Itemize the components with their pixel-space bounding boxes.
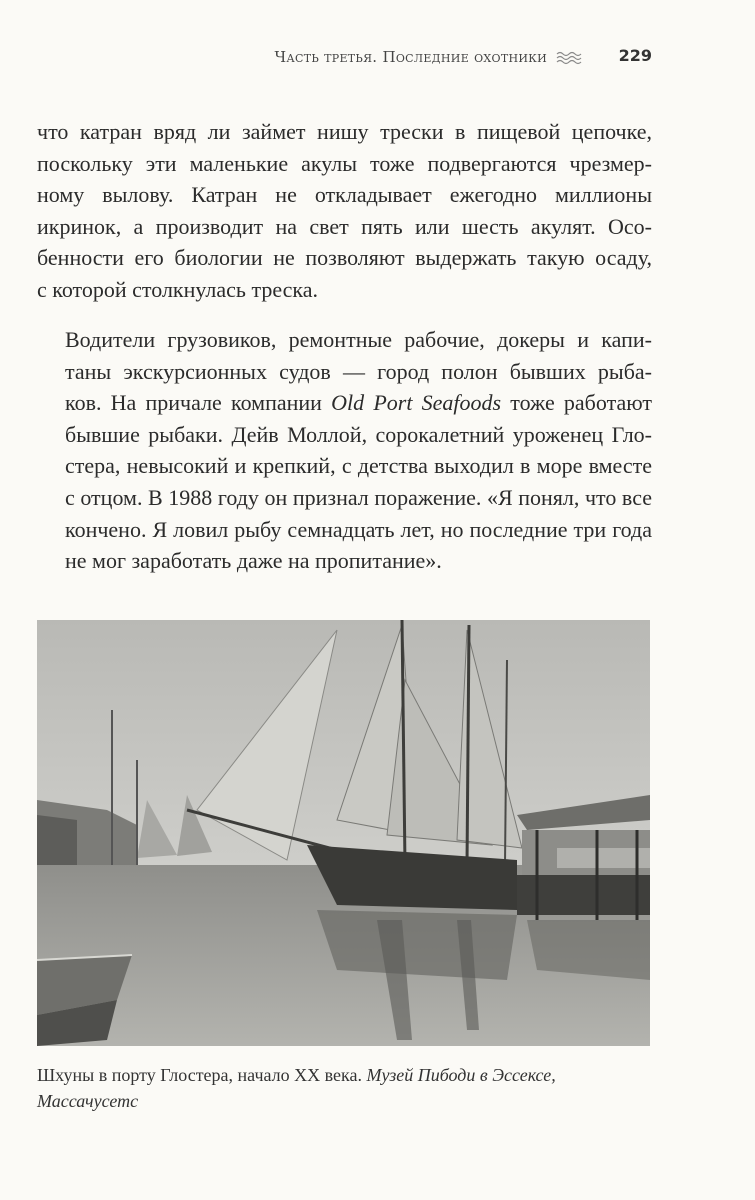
caption-credit: Музей Пибоди в Эссексе, Массачусетс — [37, 1065, 556, 1111]
paragraph-2 — [37, 324, 652, 577]
page-header — [0, 48, 755, 72]
page-number: 229 — [618, 46, 652, 65]
schooner-photo — [37, 620, 650, 1046]
paragraph-1 — [37, 116, 652, 306]
text-line: Водители грузовиков, ремонтные рабочие, докеры и капи- — [65, 327, 652, 352]
text-line: с которой столкнулась треска. — [37, 276, 319, 302]
text-line: икринок, а производит на свет пять или шесть акулят. Осо- — [37, 213, 652, 239]
text-line: таны экскурсионных судов — город полон бывших рыба- — [65, 358, 652, 384]
text-segment: тоже работают — [501, 390, 652, 416]
company-name: Old Port Seafoods — [331, 390, 502, 416]
text-line: ному вылову. Катран не откладывает ежегодно миллионы — [37, 182, 652, 208]
running-title: Часть третья. Последние охотники — [274, 48, 547, 66]
text-line: что катран вряд ли займет нишу трески в пищевой цепочке, — [37, 119, 652, 144]
text-line: кончено. Я ловил рыбу семнадцать лет, но последние три года — [65, 516, 652, 542]
text-line: бывшие рыбаки. Дейв Моллой, сорокалетний уроженец Гло- — [65, 421, 652, 447]
text-segment: ков. На причале компании — [65, 390, 332, 416]
text-line: бенности его биологии не позволяют выдержать такую осаду, — [37, 245, 652, 271]
caption-text: Шхуны в порту Глостера, начало XX века. — [37, 1065, 367, 1085]
schooner-illustration — [37, 620, 650, 1046]
photo-caption — [37, 1062, 657, 1114]
text-line: поскольку эти маленькие акулы тоже подвергаются чрезмер- — [37, 150, 652, 176]
text-line: стера, невысокий и крепкий, с детства выходил в море вместе — [65, 453, 652, 479]
text-line — [37, 387, 652, 419]
text-line: с отцом. В 1988 году он признал поражение. «Я понял, что все — [65, 484, 652, 510]
text-line: не мог заработать даже на пропитание». — [65, 548, 442, 574]
waves-icon — [556, 51, 582, 65]
